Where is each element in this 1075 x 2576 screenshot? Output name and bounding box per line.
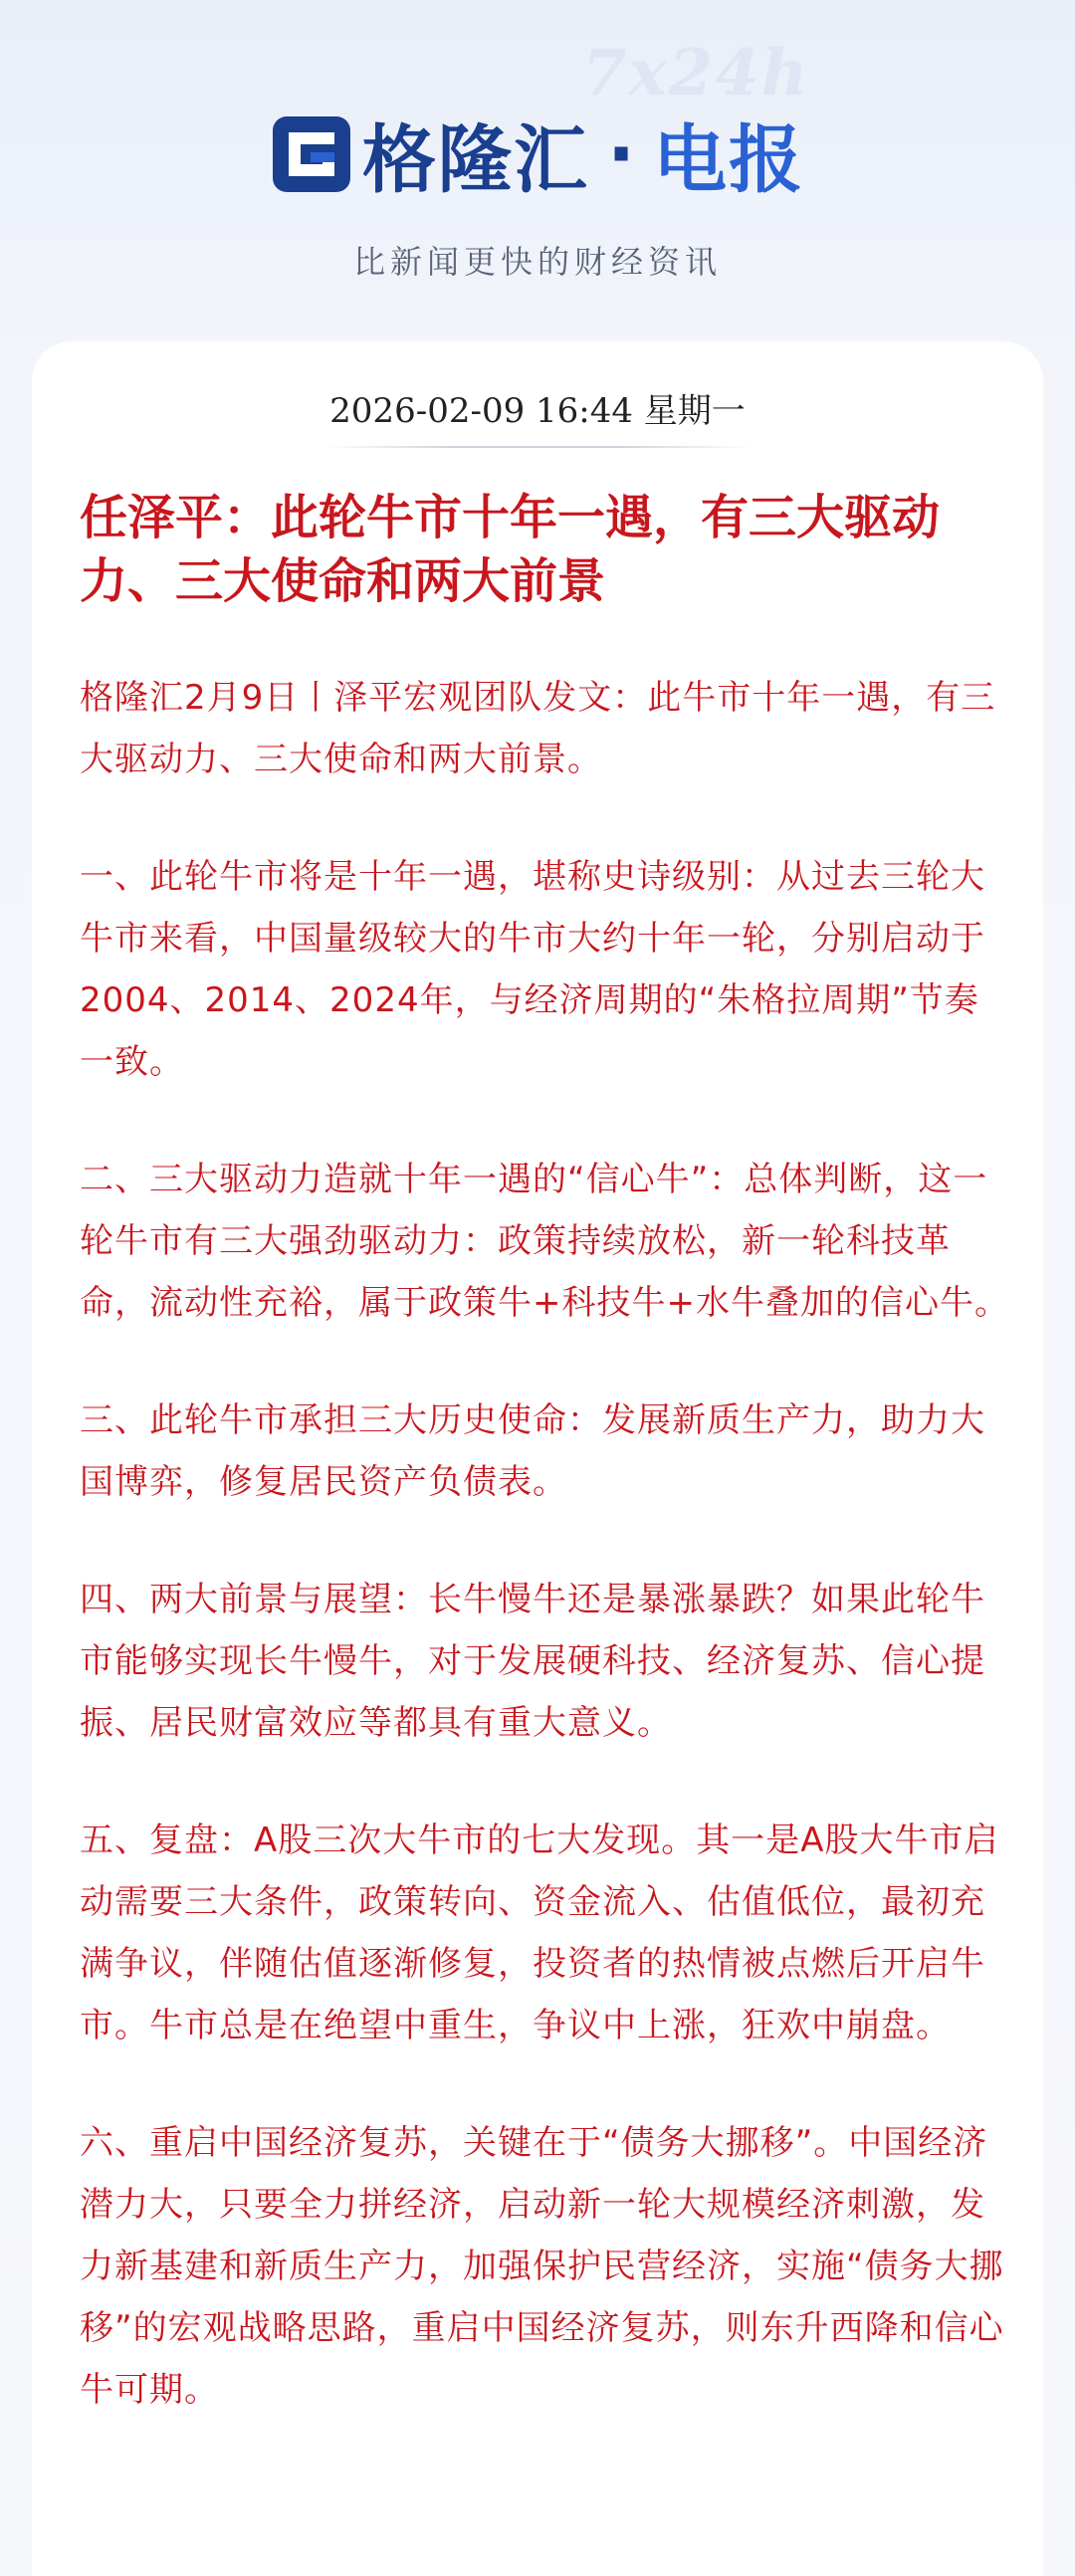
article-paragraph: 二、三大驱动力造就十年一遇的“信心牛”：总体判断，这一轮牛市有三大强劲驱动力：政策持续放松，新一轮科技革命，流动性充裕，属于政策牛+科技牛+水牛叠加的信心牛。 bbox=[80, 1160, 1009, 1323]
article-paragraph: 一、此轮牛市将是十年一遇，堪称史诗级别：从过去三轮大牛市来看，中国量级较大的牛市大约十年一轮，分别启动于2004、2014、2024年，与经济周期的“朱格拉周期”节奏一致。 bbox=[80, 857, 985, 1082]
watermark-7x24h: 7x24h bbox=[582, 36, 810, 110]
tagline: 比新闻更快的财经资讯 bbox=[352, 243, 722, 281]
datetime-divider bbox=[323, 446, 752, 448]
article-datetime: 2026-02-09 16:44 星期一 bbox=[329, 391, 746, 431]
article-paragraph: 四、两大前景与展望：长牛慢牛还是暴涨暴跌？如果此轮牛市能够实现长牛慢牛，对于发展硬科技、经济复苏、信心提振、居民财富效应等都具有重大意义。 bbox=[80, 1580, 985, 1743]
logo-g-icon bbox=[271, 114, 352, 194]
brand-dot: · bbox=[606, 111, 636, 197]
article-paragraph: 三、此轮牛市承担三大历史使命：发展新质生产力，助力大国博弈，修复居民资产负债表。 bbox=[80, 1400, 985, 1502]
article-paragraph: 格隆汇2月9日丨泽平宏观团队发文：此牛市十年一遇，有三大驱动力、三大使命和两大前景。 bbox=[80, 678, 996, 779]
article-headline: 任泽平：此轮牛市十年一遇，有三大驱动力、三大使命和两大前景 bbox=[80, 490, 941, 609]
brand-name: 格隆汇 bbox=[361, 117, 589, 203]
article-body bbox=[80, 667, 1010, 2476]
article-paragraph: 六、重启中国经济复苏，关键在于“债务大挪移”。中国经济潜力大，只要全力拼经济，启动新一轮大规模经济刺激，发力新基建和新质生产力，加强保护民营经济，实施“债务大挪移”的宏观战略思路，重启中国经济复苏，则东升西降和信心牛可期。 bbox=[80, 2123, 1004, 2410]
article-paragraph: 五、复盘：A股三次大牛市的七大发现。其一是A股大牛市启动需要三大条件，政策转向、资金流入、估值低位，最初充满争议，伴随估值逐渐修复，投资者的热情被点燃后开启牛市。牛市总是在绝望中重生，争议中上涨，狂欢中崩盘。 bbox=[80, 1821, 999, 2045]
brand-header bbox=[0, 100, 1075, 209]
brand-sub: 电报 bbox=[653, 117, 805, 203]
